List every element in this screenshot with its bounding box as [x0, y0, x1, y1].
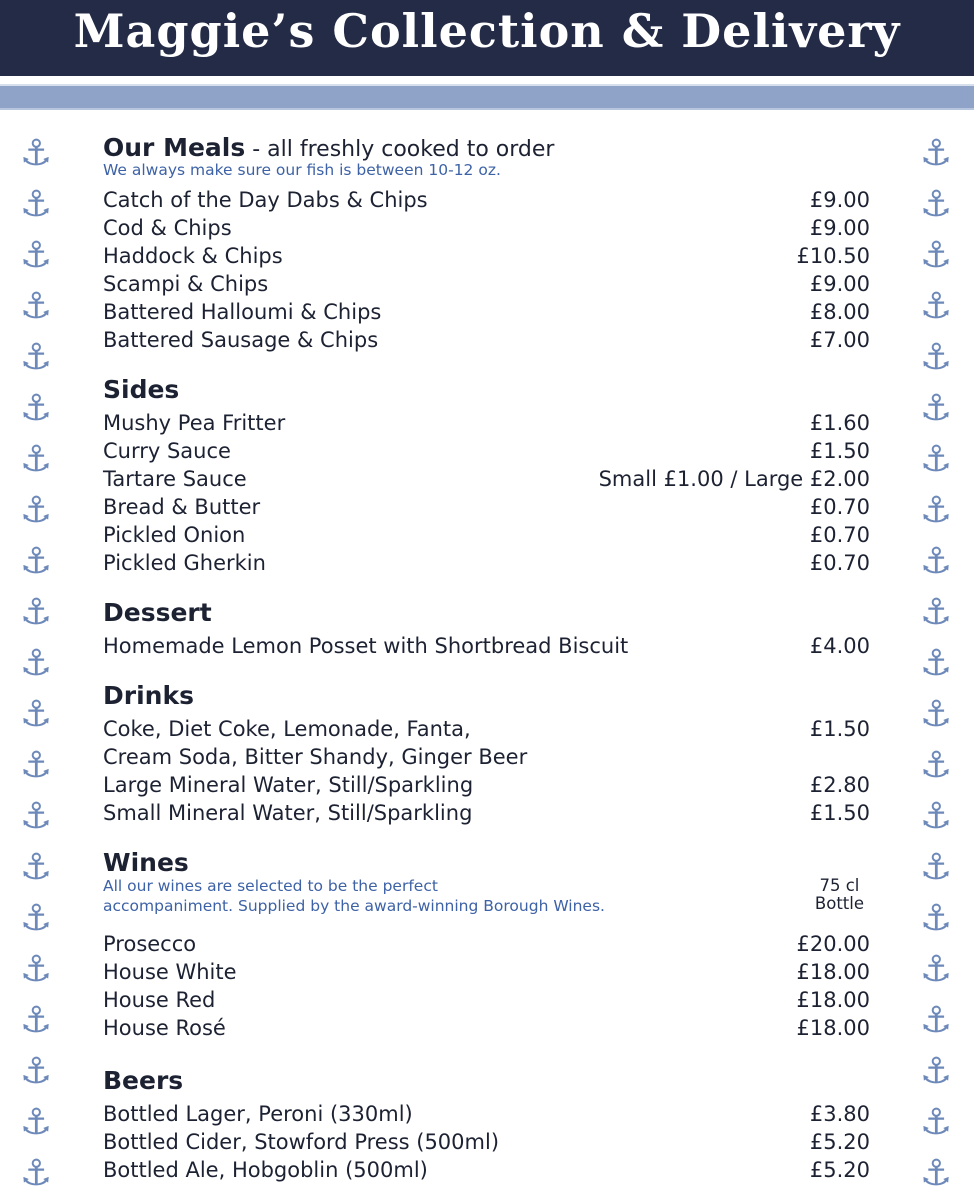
- menu-item-name: Battered Halloumi & Chips: [103, 300, 382, 324]
- menu-item: [103, 632, 870, 660]
- decorative-band: [0, 84, 974, 110]
- anchor-icon: ⚓: [19, 643, 53, 684]
- wines-note-line: All our wines are selected to be the perfect: [103, 877, 438, 895]
- anchor-icon: ⚓: [919, 1000, 953, 1041]
- anchor-icon: ⚓: [19, 286, 53, 327]
- anchor-icon: ⚓: [19, 847, 53, 888]
- wines-header: [103, 878, 870, 930]
- anchor-icon: ⚓: [19, 439, 53, 480]
- anchor-icon: ⚓: [919, 1153, 953, 1194]
- menu-item-name: Pickled Gherkin: [103, 551, 266, 575]
- anchor-icon: ⚓: [919, 337, 953, 378]
- menu-item-name: Homemade Lemon Posset with Shortbread Biscuit: [103, 634, 629, 658]
- menu-item-price: £20.00: [796, 932, 870, 956]
- section-heading: Wines: [103, 848, 189, 877]
- menu-item: [103, 298, 870, 326]
- anchor-icon: ⚓: [919, 541, 953, 582]
- anchor-icon: ⚓: [919, 184, 953, 225]
- anchor-icon: ⚓: [919, 898, 953, 939]
- anchor-icon: ⚓: [919, 490, 953, 531]
- menu-item-name: Bottled Cider, Stowford Press (500ml): [103, 1130, 500, 1154]
- anchor-icon: ⚓: [919, 133, 953, 174]
- menu-item-name: Coke, Diet Coke, Lemonade, Fanta,: [103, 717, 471, 741]
- anchor-icon: ⚓: [919, 643, 953, 684]
- anchor-icon: ⚓: [919, 439, 953, 480]
- menu-item-name: Bottled Lager, Peroni (330ml): [103, 1102, 413, 1126]
- menu-item-price: £1.60: [809, 411, 870, 435]
- menu-item: [103, 1156, 870, 1184]
- menu-item-name: Large Mineral Water, Still/Sparkling: [103, 773, 474, 797]
- dessert-section: [103, 598, 870, 660]
- menu-item: [103, 521, 870, 549]
- anchor-icon: ⚓: [19, 1051, 53, 1092]
- anchor-icon: ⚓: [19, 796, 53, 837]
- anchor-icon: ⚓: [19, 898, 53, 939]
- menu-item-name: Mushy Pea Fritter: [103, 411, 286, 435]
- meals-note: We always make sure our fish is between 10-12 oz.: [103, 161, 501, 179]
- menu-item-price: £0.70: [809, 495, 870, 519]
- menu-item-name: Bottled Ale, Hobgoblin (500ml): [103, 1158, 428, 1182]
- menu-item-price: £18.00: [796, 960, 870, 984]
- anchor-icon: ⚓: [19, 592, 53, 633]
- anchor-icon: ⚓: [19, 337, 53, 378]
- meals-subtitle: - all freshly cooked to order: [245, 137, 555, 162]
- anchor-icon: ⚓: [19, 184, 53, 225]
- menu-item-price: £0.70: [809, 551, 870, 575]
- anchor-icon: ⚓: [19, 694, 53, 735]
- menu-item-name: House White: [103, 960, 237, 984]
- menu-item-name: Small Mineral Water, Still/Sparkling: [103, 801, 473, 825]
- bottle-size-line: Bottle: [814, 894, 864, 913]
- anchor-icon: ⚓: [19, 949, 53, 990]
- menu-item-price: £9.00: [809, 216, 870, 240]
- menu-item: [103, 437, 870, 465]
- menu-item: [103, 409, 870, 437]
- menu-item: [103, 1128, 870, 1156]
- sides-section: [103, 375, 870, 577]
- menu-item: [103, 1100, 870, 1128]
- menu-item: [103, 958, 870, 986]
- bottle-size-line: 75 cl: [819, 876, 860, 895]
- menu-item: [103, 326, 870, 354]
- anchor-icon: ⚓: [919, 235, 953, 276]
- menu-item-name: Cream Soda, Bitter Shandy, Ginger Beer: [103, 745, 528, 769]
- wines-note: [103, 876, 605, 916]
- right-anchor-border: [916, 128, 956, 1199]
- menu-item-name: Cod & Chips: [103, 216, 232, 240]
- anchor-icon: ⚓: [919, 949, 953, 990]
- wines-section: [103, 848, 870, 1042]
- menu-item-price: £18.00: [796, 1016, 870, 1040]
- wines-note-line: accompaniment. Supplied by the award-winning Borough Wines.: [103, 897, 605, 915]
- menu-item-price: £5.20: [809, 1158, 870, 1182]
- anchor-icon: ⚓: [919, 1051, 953, 1092]
- menu-item-name: House Red: [103, 988, 216, 1012]
- anchor-icon: ⚓: [919, 745, 953, 786]
- menu-item-price: £4.00: [809, 634, 870, 658]
- menu-item-name: Tartare Sauce: [103, 467, 247, 491]
- menu-item-price: £0.70: [809, 523, 870, 547]
- menu-item: [103, 743, 870, 771]
- menu-item-price: £1.50: [809, 717, 870, 741]
- anchor-icon: ⚓: [19, 1153, 53, 1194]
- menu-item: [103, 270, 870, 298]
- menu-item-name: Curry Sauce: [103, 439, 231, 463]
- menu-item-name: Haddock & Chips: [103, 244, 283, 268]
- menu-item: [103, 493, 870, 521]
- menu-item-price: Small £1.00 / Large £2.00: [598, 467, 870, 491]
- menu-item-price: £8.00: [809, 300, 870, 324]
- meals-list: [103, 186, 870, 354]
- anchor-icon: ⚓: [19, 1102, 53, 1143]
- anchor-icon: ⚓: [19, 745, 53, 786]
- menu-item-name: Scampi & Chips: [103, 272, 269, 296]
- meals-title: Our Meals: [103, 133, 246, 162]
- menu-item-name: Prosecco: [103, 932, 197, 956]
- menu-item: [103, 214, 870, 242]
- menu-item: [103, 186, 870, 214]
- section-heading: Sides: [103, 375, 180, 404]
- menu-item-price: £9.00: [809, 188, 870, 212]
- menu-content: [103, 133, 870, 1184]
- anchor-icon: ⚓: [919, 286, 953, 327]
- anchor-icon: ⚓: [19, 388, 53, 429]
- bottle-size-label: [815, 877, 864, 913]
- left-anchor-border: [16, 128, 56, 1199]
- menu-item-price: £3.80: [809, 1102, 870, 1126]
- menu-item-price: £1.50: [809, 439, 870, 463]
- menu-item-price: £1.50: [809, 801, 870, 825]
- drinks-list: [103, 715, 870, 827]
- anchor-icon: ⚓: [19, 541, 53, 582]
- menu-item: [103, 465, 870, 493]
- anchor-icon: ⚓: [919, 388, 953, 429]
- menu-item: [103, 1014, 870, 1042]
- sides-list: [103, 409, 870, 577]
- menu-item-name: Pickled Onion: [103, 523, 246, 547]
- menu-item-price: £9.00: [809, 272, 870, 296]
- anchor-icon: ⚓: [19, 490, 53, 531]
- anchor-icon: ⚓: [19, 1000, 53, 1041]
- menu-item-name: Bread & Butter: [103, 495, 261, 519]
- menu-item-price: £7.00: [809, 328, 870, 352]
- menu-item-price: £2.80: [809, 773, 870, 797]
- section-heading: Beers: [103, 1066, 184, 1095]
- menu-item-price: £10.50: [796, 244, 870, 268]
- menu-item-name: Catch of the Day Dabs & Chips: [103, 188, 428, 212]
- anchor-icon: ⚓: [19, 235, 53, 276]
- menu-item-name: House Rosé: [103, 1016, 226, 1040]
- drinks-section: [103, 681, 870, 827]
- section-heading: [103, 133, 870, 163]
- menu-item-price: £5.20: [809, 1130, 870, 1154]
- anchor-icon: ⚓: [919, 1102, 953, 1143]
- menu-item: [103, 986, 870, 1014]
- section-heading: Dessert: [103, 598, 212, 627]
- menu-item-name: Battered Sausage & Chips: [103, 328, 379, 352]
- anchor-icon: ⚓: [919, 847, 953, 888]
- menu-item-price: £18.00: [796, 988, 870, 1012]
- meals-section: [103, 133, 870, 354]
- menu-item: [103, 715, 870, 743]
- section-heading: Drinks: [103, 681, 194, 710]
- wines-list: [103, 930, 870, 1042]
- anchor-icon: ⚓: [19, 133, 53, 174]
- menu-item: [103, 771, 870, 799]
- menu-item: [103, 799, 870, 827]
- anchor-icon: ⚓: [919, 592, 953, 633]
- header-banner: [0, 0, 974, 76]
- menu-item: [103, 549, 870, 577]
- menu-item: [103, 930, 870, 958]
- anchor-icon: ⚓: [919, 796, 953, 837]
- page-title: Maggie’s Collection & Delivery: [73, 4, 901, 58]
- beers-list: [103, 1100, 870, 1184]
- beers-section: [103, 1066, 870, 1184]
- dessert-list: [103, 632, 870, 660]
- menu-item: [103, 242, 870, 270]
- anchor-icon: ⚓: [919, 694, 953, 735]
